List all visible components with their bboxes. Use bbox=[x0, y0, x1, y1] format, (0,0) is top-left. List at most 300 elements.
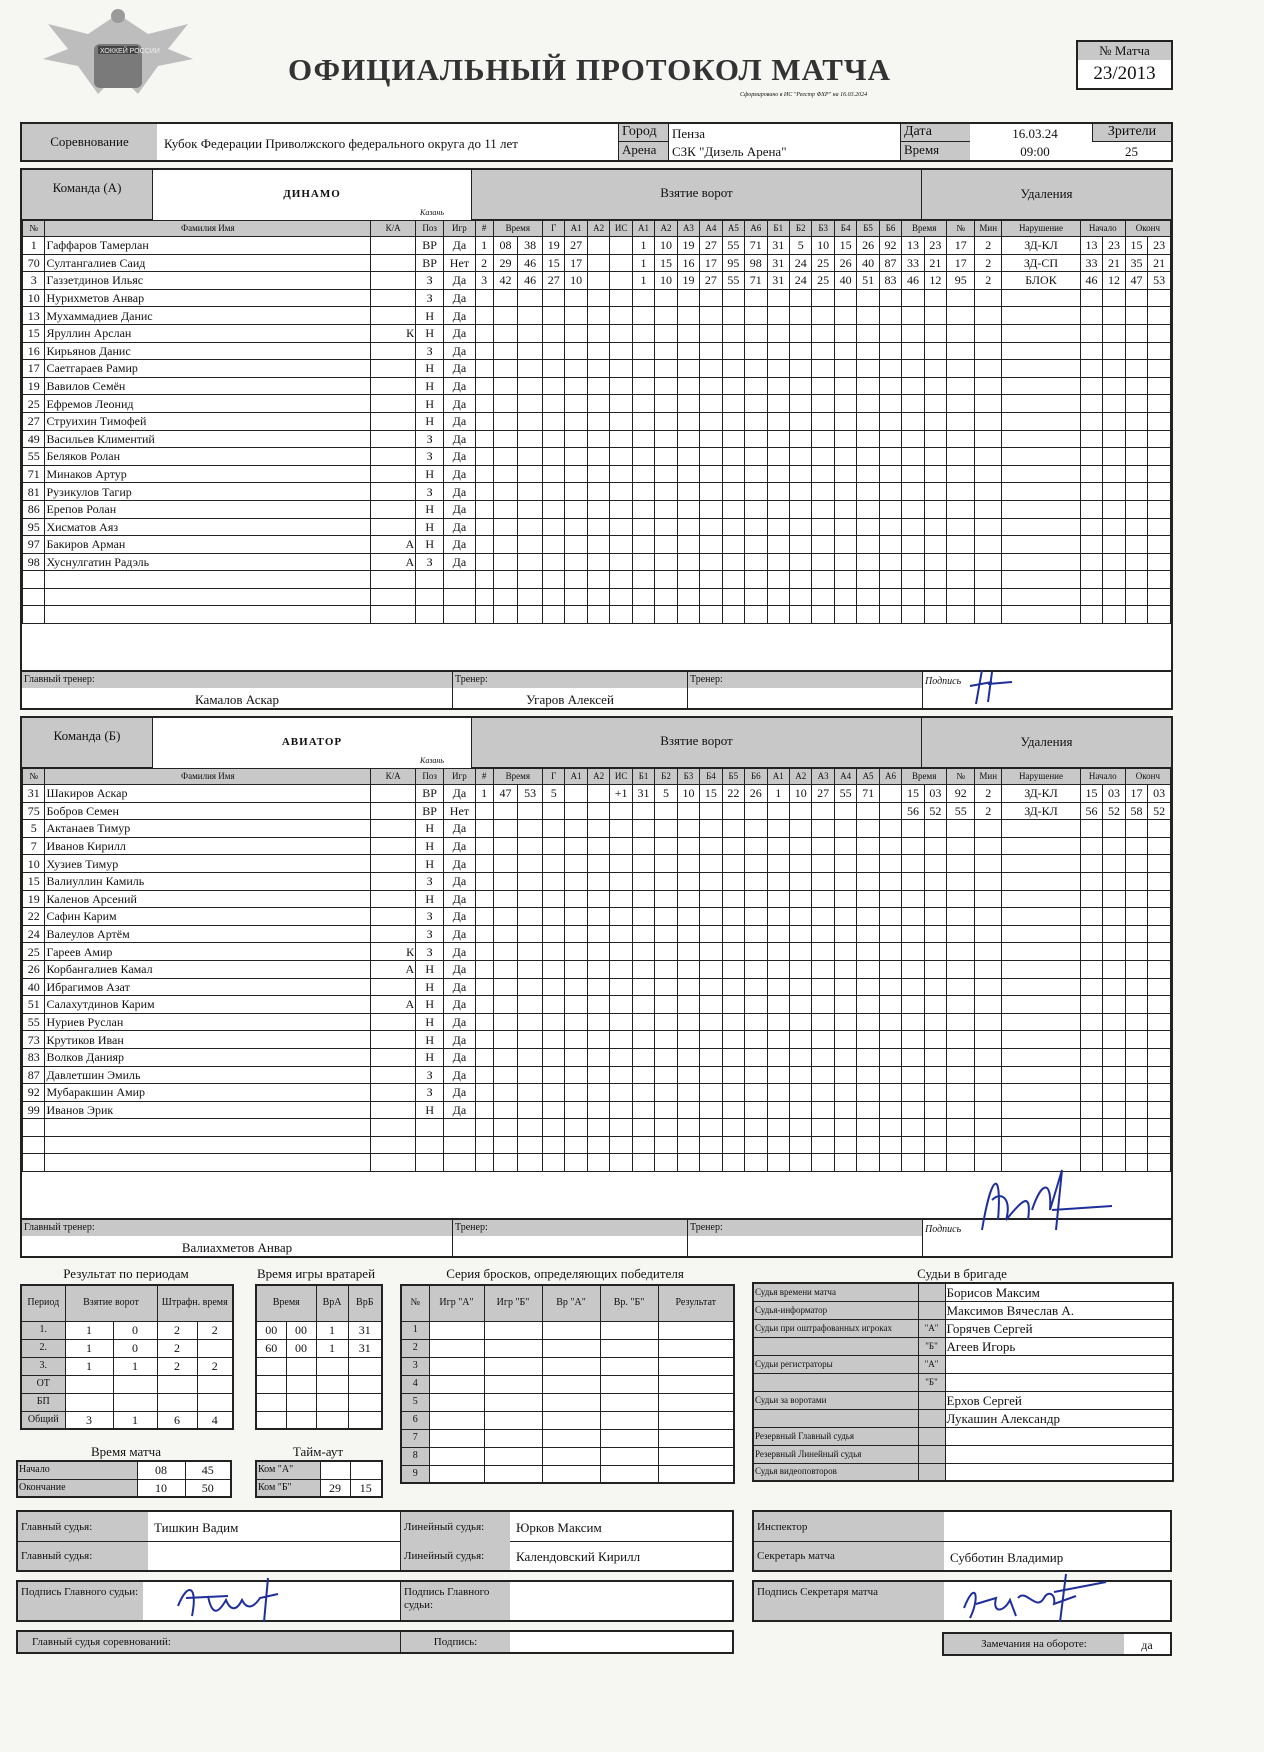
penalty-cell bbox=[1103, 536, 1125, 554]
goal-cell bbox=[475, 518, 493, 536]
player-position: Н bbox=[416, 837, 444, 855]
penalty-cell: 53 bbox=[1148, 272, 1171, 290]
goal-cell bbox=[879, 588, 901, 606]
pen-header-end: Оконч bbox=[1125, 769, 1170, 785]
goal-cell bbox=[655, 1084, 677, 1102]
goal-cell bbox=[677, 908, 699, 926]
goal-cell bbox=[493, 802, 518, 820]
penalty-cell: 17 bbox=[947, 237, 975, 255]
goal-cell bbox=[745, 872, 767, 890]
goal-cell bbox=[518, 465, 543, 483]
referee-name: Борисов Максим bbox=[945, 1283, 1173, 1301]
goal-cell bbox=[677, 996, 699, 1014]
player-role bbox=[371, 377, 416, 395]
penalty-cell: БЛОК bbox=[1002, 272, 1081, 290]
goal-cell bbox=[475, 960, 493, 978]
goalie-time-title: Время игры вратарей bbox=[256, 1266, 376, 1281]
shootout-cell bbox=[600, 1357, 658, 1375]
goal-cell bbox=[677, 802, 699, 820]
penalty-cell bbox=[1080, 324, 1102, 342]
shootout-cell bbox=[658, 1465, 734, 1483]
player-number: 15 bbox=[23, 324, 45, 342]
period-cell bbox=[113, 1393, 157, 1411]
goal-header-16: Б5 bbox=[857, 221, 879, 237]
shootout-no: 2 bbox=[401, 1339, 429, 1357]
goalie-cell: 00 bbox=[256, 1321, 286, 1339]
penalty-cell bbox=[1125, 1066, 1147, 1084]
table-row bbox=[23, 518, 1171, 536]
table-row bbox=[23, 943, 1171, 961]
goal-cell bbox=[587, 855, 609, 873]
goal-cell bbox=[812, 483, 834, 501]
coach-name: Угаров Алексей bbox=[526, 692, 614, 707]
goal-cell bbox=[812, 943, 834, 961]
goal-cell bbox=[789, 342, 811, 360]
goal-cell bbox=[518, 1031, 543, 1049]
shootout-cell bbox=[484, 1375, 542, 1393]
goal-cell bbox=[565, 785, 587, 803]
goal-cell bbox=[700, 606, 722, 624]
player-number: 15 bbox=[23, 872, 45, 890]
goal-cell bbox=[812, 448, 834, 466]
player-role bbox=[371, 360, 416, 378]
goalie-cell: 1 bbox=[316, 1339, 348, 1357]
goal-cell bbox=[700, 978, 722, 996]
goal-cell bbox=[632, 448, 654, 466]
goal-cell bbox=[610, 536, 632, 554]
penalty-cell bbox=[975, 606, 1002, 624]
inspector-label: Инспектор bbox=[754, 1512, 944, 1541]
city-value: Пенза bbox=[672, 126, 706, 141]
goal-cell: 1 bbox=[475, 785, 493, 803]
goal-cell bbox=[493, 571, 518, 589]
goal-header-6: А1 bbox=[632, 221, 654, 237]
secretary-signature bbox=[956, 1568, 1136, 1636]
shootout-cell bbox=[600, 1375, 658, 1393]
player-position: Н bbox=[416, 1048, 444, 1066]
goal-cell bbox=[655, 430, 677, 448]
penalty-cell bbox=[1080, 571, 1102, 589]
pen-header-min: Мин bbox=[975, 221, 1002, 237]
penalty-cell bbox=[1125, 1084, 1147, 1102]
goal-cell bbox=[722, 802, 744, 820]
goal-cell bbox=[812, 377, 834, 395]
penalty-cell bbox=[1125, 377, 1147, 395]
goal-cell bbox=[789, 606, 811, 624]
penalty-cell bbox=[1125, 342, 1147, 360]
penalty-cell bbox=[902, 324, 924, 342]
player-name: Минаков Артур bbox=[45, 465, 371, 483]
goal-cell bbox=[677, 412, 699, 430]
goal-cell bbox=[745, 820, 767, 838]
goal-cell: 31 bbox=[767, 237, 789, 255]
player-position: ВР bbox=[416, 237, 444, 255]
goal-cell bbox=[879, 412, 901, 430]
goal-cell bbox=[475, 606, 493, 624]
goal-cell bbox=[879, 1136, 901, 1154]
goal-cell bbox=[834, 1136, 856, 1154]
goal-cell bbox=[632, 1101, 654, 1119]
goal-cell bbox=[700, 483, 722, 501]
penalty-cell bbox=[1125, 820, 1147, 838]
sign-main2-label: Подпись Главного судьи: bbox=[400, 1582, 510, 1620]
head-coach-name: Камалов Аскар bbox=[195, 692, 279, 707]
goal-cell bbox=[587, 518, 609, 536]
goal-cell bbox=[475, 430, 493, 448]
penalty-cell bbox=[902, 360, 924, 378]
goal-cell: 2 bbox=[475, 254, 493, 272]
goal-cell bbox=[745, 890, 767, 908]
goal-cell bbox=[565, 465, 587, 483]
goal-cell bbox=[879, 908, 901, 926]
goal-cell bbox=[587, 588, 609, 606]
player-role bbox=[371, 837, 416, 855]
goal-cell: 42 bbox=[493, 272, 518, 290]
match-number-box bbox=[1076, 40, 1173, 90]
player-position: З bbox=[416, 1066, 444, 1084]
penalty-cell bbox=[947, 377, 975, 395]
goal-cell bbox=[789, 872, 811, 890]
penalty-cell bbox=[1080, 978, 1102, 996]
goal-cell bbox=[587, 1066, 609, 1084]
goal-cell bbox=[610, 837, 632, 855]
goal-cell bbox=[493, 820, 518, 838]
goal-cell bbox=[857, 978, 879, 996]
goal-cell bbox=[722, 996, 744, 1014]
goal-header-17: Б6 bbox=[879, 221, 901, 237]
goal-cell bbox=[610, 606, 632, 624]
goal-cell bbox=[834, 536, 856, 554]
table-row bbox=[23, 483, 1171, 501]
goal-cell bbox=[879, 324, 901, 342]
shootout-cell bbox=[658, 1411, 734, 1429]
goalie-header-b: ВрБ bbox=[348, 1285, 382, 1321]
table-row bbox=[23, 785, 1171, 803]
goal-cell: 10 bbox=[655, 272, 677, 290]
penalty-cell bbox=[1148, 1154, 1171, 1172]
penalty-cell bbox=[975, 588, 1002, 606]
penalty-cell bbox=[1002, 855, 1081, 873]
goal-header-4: А2 bbox=[587, 221, 609, 237]
goal-cell bbox=[587, 785, 609, 803]
goal-cell: 98 bbox=[745, 254, 767, 272]
shootout-cell bbox=[600, 1411, 658, 1429]
pen-header-no: № bbox=[947, 221, 975, 237]
goal-cell bbox=[834, 908, 856, 926]
penalty-cell bbox=[1148, 1136, 1171, 1154]
goal-cell bbox=[587, 606, 609, 624]
goal-cell bbox=[700, 307, 722, 325]
goal-cell bbox=[834, 500, 856, 518]
penalty-cell bbox=[1148, 1013, 1171, 1031]
goal-cell bbox=[565, 289, 587, 307]
goal-cell bbox=[518, 500, 543, 518]
goal-cell bbox=[493, 978, 518, 996]
goal-cell bbox=[767, 1136, 789, 1154]
penalty-cell bbox=[1148, 1119, 1171, 1137]
goal-cell: 27 bbox=[543, 272, 565, 290]
goal-cell bbox=[767, 536, 789, 554]
player-played bbox=[444, 606, 475, 624]
goal-cell bbox=[879, 377, 901, 395]
penalty-cell bbox=[1002, 324, 1081, 342]
shootout-h-b: Игр "Б" bbox=[484, 1285, 542, 1321]
goal-cell bbox=[879, 395, 901, 413]
player-number: 25 bbox=[23, 395, 45, 413]
goal-cell bbox=[677, 1136, 699, 1154]
penalty-cell bbox=[924, 837, 946, 855]
goal-cell bbox=[610, 237, 632, 255]
player-name: Гареев Амир bbox=[45, 943, 371, 961]
goal-cell bbox=[700, 500, 722, 518]
table-row bbox=[23, 855, 1171, 873]
penalty-cell bbox=[1125, 1154, 1147, 1172]
goal-cell bbox=[655, 377, 677, 395]
penalty-cell bbox=[1002, 943, 1081, 961]
player-role bbox=[371, 272, 416, 290]
penalty-cell bbox=[1103, 377, 1125, 395]
player-played: Да bbox=[444, 483, 475, 501]
goal-cell bbox=[857, 1048, 879, 1066]
goal-cell bbox=[857, 395, 879, 413]
penalty-cell bbox=[924, 1101, 946, 1119]
penalty-cell bbox=[1103, 324, 1125, 342]
table-row bbox=[753, 1409, 1173, 1427]
penalty-cell bbox=[947, 890, 975, 908]
goal-cell bbox=[475, 820, 493, 838]
goal-cell bbox=[879, 1154, 901, 1172]
penalty-cell bbox=[924, 1013, 946, 1031]
goal-cell bbox=[857, 802, 879, 820]
penalty-cell bbox=[1125, 553, 1147, 571]
goal-cell bbox=[722, 412, 744, 430]
penalty-cell: 21 bbox=[924, 254, 946, 272]
goal-cell bbox=[587, 395, 609, 413]
player-position: Н bbox=[416, 324, 444, 342]
player-role bbox=[371, 571, 416, 589]
goal-cell bbox=[543, 536, 565, 554]
penalty-cell bbox=[1148, 960, 1171, 978]
goal-cell bbox=[812, 395, 834, 413]
team-header-band bbox=[22, 718, 1171, 768]
penalty-cell bbox=[975, 1048, 1002, 1066]
goal-cell bbox=[857, 872, 879, 890]
table-row bbox=[401, 1465, 734, 1483]
goal-cell bbox=[565, 1101, 587, 1119]
player-played: Да bbox=[444, 360, 475, 378]
penalty-cell: 55 bbox=[947, 802, 975, 820]
player-role bbox=[371, 1119, 416, 1137]
referee-role: Резервный Линейный судья bbox=[753, 1445, 918, 1463]
penalty-cell bbox=[924, 289, 946, 307]
goal-cell bbox=[857, 606, 879, 624]
table-row bbox=[753, 1427, 1173, 1445]
goal-cell bbox=[610, 1013, 632, 1031]
goal-cell bbox=[722, 1084, 744, 1102]
goal-cell bbox=[812, 1048, 834, 1066]
goal-cell bbox=[493, 324, 518, 342]
goal-cell bbox=[543, 448, 565, 466]
penalty-cell bbox=[1002, 1136, 1081, 1154]
goal-cell bbox=[677, 289, 699, 307]
goal-cell: 15 bbox=[655, 254, 677, 272]
goal-header-7: А2 bbox=[655, 221, 677, 237]
goal-cell: 51 bbox=[857, 272, 879, 290]
goal-cell bbox=[677, 960, 699, 978]
referee-role: Судьи при оштрафованных игроках bbox=[753, 1319, 918, 1337]
penalty-cell bbox=[947, 360, 975, 378]
player-position: Н bbox=[416, 820, 444, 838]
goal-cell bbox=[655, 307, 677, 325]
sign-main-label: Подпись Главного судьи: bbox=[18, 1582, 143, 1620]
pen-header-start: Начало bbox=[1080, 769, 1125, 785]
goal-cell bbox=[475, 1048, 493, 1066]
penalty-cell bbox=[1148, 1048, 1171, 1066]
goal-cell bbox=[493, 289, 518, 307]
goal-cell bbox=[677, 307, 699, 325]
penalty-cell bbox=[1148, 360, 1171, 378]
goal-cell bbox=[655, 412, 677, 430]
goal-cell: 55 bbox=[834, 785, 856, 803]
goal-cell bbox=[655, 837, 677, 855]
goal-cell bbox=[789, 1048, 811, 1066]
goal-cell bbox=[610, 1136, 632, 1154]
penalty-cell bbox=[1148, 1101, 1171, 1119]
penalty-cell bbox=[1103, 518, 1125, 536]
player-played: Да bbox=[444, 342, 475, 360]
shootout-cell bbox=[658, 1339, 734, 1357]
goal-cell: 92 bbox=[879, 237, 901, 255]
divider bbox=[922, 1220, 923, 1258]
player-played: Да bbox=[444, 872, 475, 890]
goal-cell bbox=[745, 1031, 767, 1049]
goal-header-8: Б3 bbox=[677, 769, 699, 785]
penalty-cell bbox=[1080, 1066, 1102, 1084]
player-position: З bbox=[416, 342, 444, 360]
goal-cell bbox=[475, 943, 493, 961]
goal-header-2: Г bbox=[543, 221, 565, 237]
goal-cell bbox=[879, 1031, 901, 1049]
goal-cell bbox=[632, 960, 654, 978]
goal-cell bbox=[475, 996, 493, 1014]
goal-cell: 19 bbox=[677, 237, 699, 255]
goal-cell: 5 bbox=[655, 785, 677, 803]
player-name: Шакиров Аскар bbox=[45, 785, 371, 803]
player-number: 86 bbox=[23, 500, 45, 518]
goal-cell bbox=[565, 855, 587, 873]
penalty-cell bbox=[1125, 483, 1147, 501]
goal-cell bbox=[543, 1066, 565, 1084]
shootout-no: 7 bbox=[401, 1429, 429, 1447]
goal-cell bbox=[700, 908, 722, 926]
pen-header-min: Мин bbox=[975, 769, 1002, 785]
goal-cell bbox=[834, 996, 856, 1014]
player-number bbox=[23, 1136, 45, 1154]
goal-cell: 31 bbox=[767, 272, 789, 290]
referee-role: Судьи за воротами bbox=[753, 1391, 918, 1409]
goal-cell bbox=[677, 978, 699, 996]
shootout-cell bbox=[429, 1339, 484, 1357]
goal-cell bbox=[493, 1136, 518, 1154]
remarks-label: Замечания на обороте: bbox=[944, 1634, 1124, 1654]
player-number: 87 bbox=[23, 1066, 45, 1084]
goal-cell bbox=[493, 1119, 518, 1137]
goal-cell bbox=[767, 960, 789, 978]
goal-cell bbox=[700, 588, 722, 606]
main-ref-name: Тишкин Вадим bbox=[154, 1520, 239, 1535]
goal-cell bbox=[812, 1119, 834, 1137]
goal-cell bbox=[767, 500, 789, 518]
shootout-table bbox=[400, 1284, 735, 1484]
goal-cell bbox=[543, 925, 565, 943]
goal-cell bbox=[767, 430, 789, 448]
goal-cell bbox=[812, 553, 834, 571]
goal-cell: 16 bbox=[677, 254, 699, 272]
penalty-cell bbox=[1103, 925, 1125, 943]
table-row bbox=[23, 553, 1171, 571]
periods-header-pim: Штрафн. время bbox=[157, 1285, 233, 1321]
penalty-cell bbox=[975, 536, 1002, 554]
player-role bbox=[371, 872, 416, 890]
penalty-cell bbox=[1148, 500, 1171, 518]
goal-cell bbox=[767, 606, 789, 624]
penalty-cell bbox=[1080, 1031, 1102, 1049]
col-header-name: Фамилия Имя bbox=[45, 221, 371, 237]
goal-cell bbox=[834, 802, 856, 820]
table-row bbox=[401, 1339, 734, 1357]
page-title: ОФИЦИАЛЬНЫЙ ПРОТОКОЛ МАТЧА bbox=[288, 52, 892, 87]
goal-cell bbox=[834, 1031, 856, 1049]
shootout-title: Серия бросков, определяющих победителя bbox=[446, 1266, 684, 1281]
col-header-ka: К/А bbox=[371, 221, 416, 237]
goal-cell bbox=[722, 1154, 744, 1172]
goal-cell bbox=[789, 1066, 811, 1084]
penalty-cell bbox=[924, 588, 946, 606]
goal-cell bbox=[543, 571, 565, 589]
goal-cell bbox=[610, 996, 632, 1014]
goal-cell bbox=[493, 465, 518, 483]
goal-cell bbox=[879, 1066, 901, 1084]
goal-cell bbox=[767, 996, 789, 1014]
penalty-cell bbox=[1148, 908, 1171, 926]
goal-cell: 10 bbox=[789, 785, 811, 803]
table-row bbox=[401, 1321, 734, 1339]
goal-cell bbox=[812, 307, 834, 325]
penalty-cell bbox=[1103, 342, 1125, 360]
goal-cell bbox=[812, 960, 834, 978]
penalty-cell bbox=[947, 855, 975, 873]
penalty-cell bbox=[902, 289, 924, 307]
goal-cell bbox=[767, 360, 789, 378]
goal-cell bbox=[834, 571, 856, 589]
penalty-cell bbox=[924, 307, 946, 325]
goal-cell bbox=[493, 1084, 518, 1102]
goal-cell bbox=[610, 395, 632, 413]
team-label: Команда (А) bbox=[52, 180, 122, 195]
goal-cell: 17 bbox=[700, 254, 722, 272]
goal-cell bbox=[493, 483, 518, 501]
goal-cell bbox=[518, 837, 543, 855]
goal-cell: 3 bbox=[475, 272, 493, 290]
penalty-cell: 21 bbox=[1148, 254, 1171, 272]
goal-cell bbox=[700, 820, 722, 838]
goal-cell bbox=[610, 1048, 632, 1066]
goal-cell: 1 bbox=[767, 785, 789, 803]
player-role bbox=[371, 606, 416, 624]
spectators-label: Зрители bbox=[1092, 124, 1171, 142]
player-role bbox=[371, 500, 416, 518]
table-row bbox=[23, 1119, 1171, 1137]
